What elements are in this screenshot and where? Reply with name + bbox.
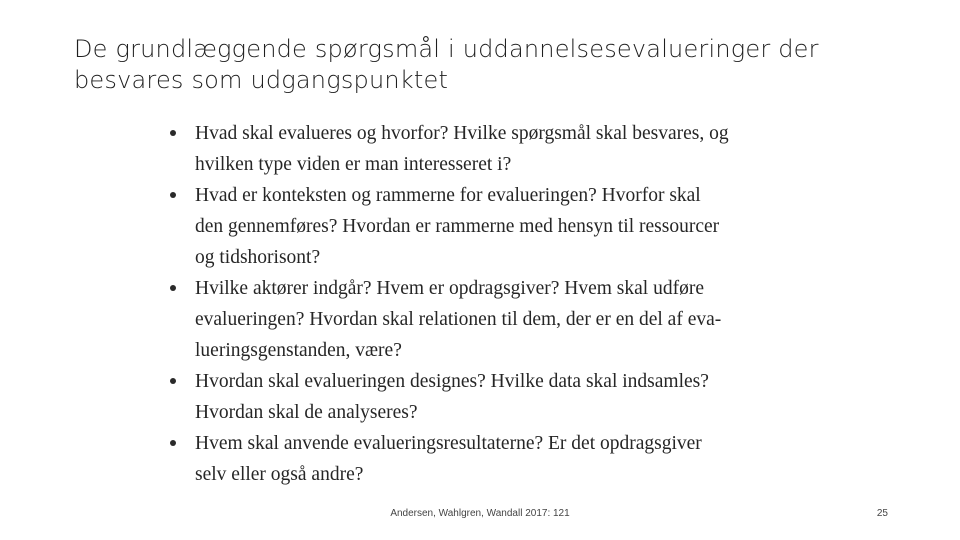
list-item <box>166 428 726 490</box>
bullet-text: lueringsgenstanden, være? <box>195 340 402 361</box>
bullet-text: Hvordan skal evalueringen designes? Hvilke data skal indsamles? <box>195 371 709 392</box>
bullet-text: Hvordan skal de analyseres? <box>195 402 418 423</box>
list-item <box>166 180 726 273</box>
bullet-text: evalueringen? Hvordan skal relationen til dem, der er en del af eva- <box>195 309 722 330</box>
list-item <box>166 118 729 180</box>
bullet-text: hvilken type viden er man interesseret i? <box>195 154 512 175</box>
bullet-icon <box>170 285 176 291</box>
bullet-text: den gennemføres? Hvordan er rammerne med hensyn til ressourcer <box>195 216 720 237</box>
title-line-1: De grundlæggende spørgsmål i uddannelsesevalueringer der <box>74 35 819 63</box>
page-number: 25 <box>876 508 888 519</box>
bullet-text: Hvad skal evalueres og hvorfor? Hvilke spørgsmål skal besvares, og <box>195 123 729 144</box>
bullet-icon <box>170 378 176 384</box>
bullet-text: Hvilke aktører indgår? Hvem er opdragsgiver? Hvem skal udføre <box>195 278 704 299</box>
bullet-text: Hvad er konteksten og rammerne for evalueringen? Hvorfor skal <box>195 185 701 206</box>
bullet-icon <box>170 192 176 198</box>
bullet-text: selv eller også andre? <box>195 464 364 485</box>
bullet-list <box>166 118 729 490</box>
title-line-2: besvares som udgangspunktet <box>74 66 449 94</box>
bullet-icon <box>170 440 176 446</box>
list-item <box>166 273 726 366</box>
scanned-text-excerpt <box>166 118 729 488</box>
bullet-icon <box>170 130 176 136</box>
bullet-text: Hvem skal anvende evalueringsresultaterne? Er det opdragsgiver <box>195 433 702 454</box>
bullet-text: og tidshorisont? <box>195 247 321 268</box>
list-item <box>166 366 726 428</box>
slide-title <box>74 34 894 96</box>
citation-footer: Andersen, Wahlgren, Wandall 2017: 121 <box>390 508 570 519</box>
